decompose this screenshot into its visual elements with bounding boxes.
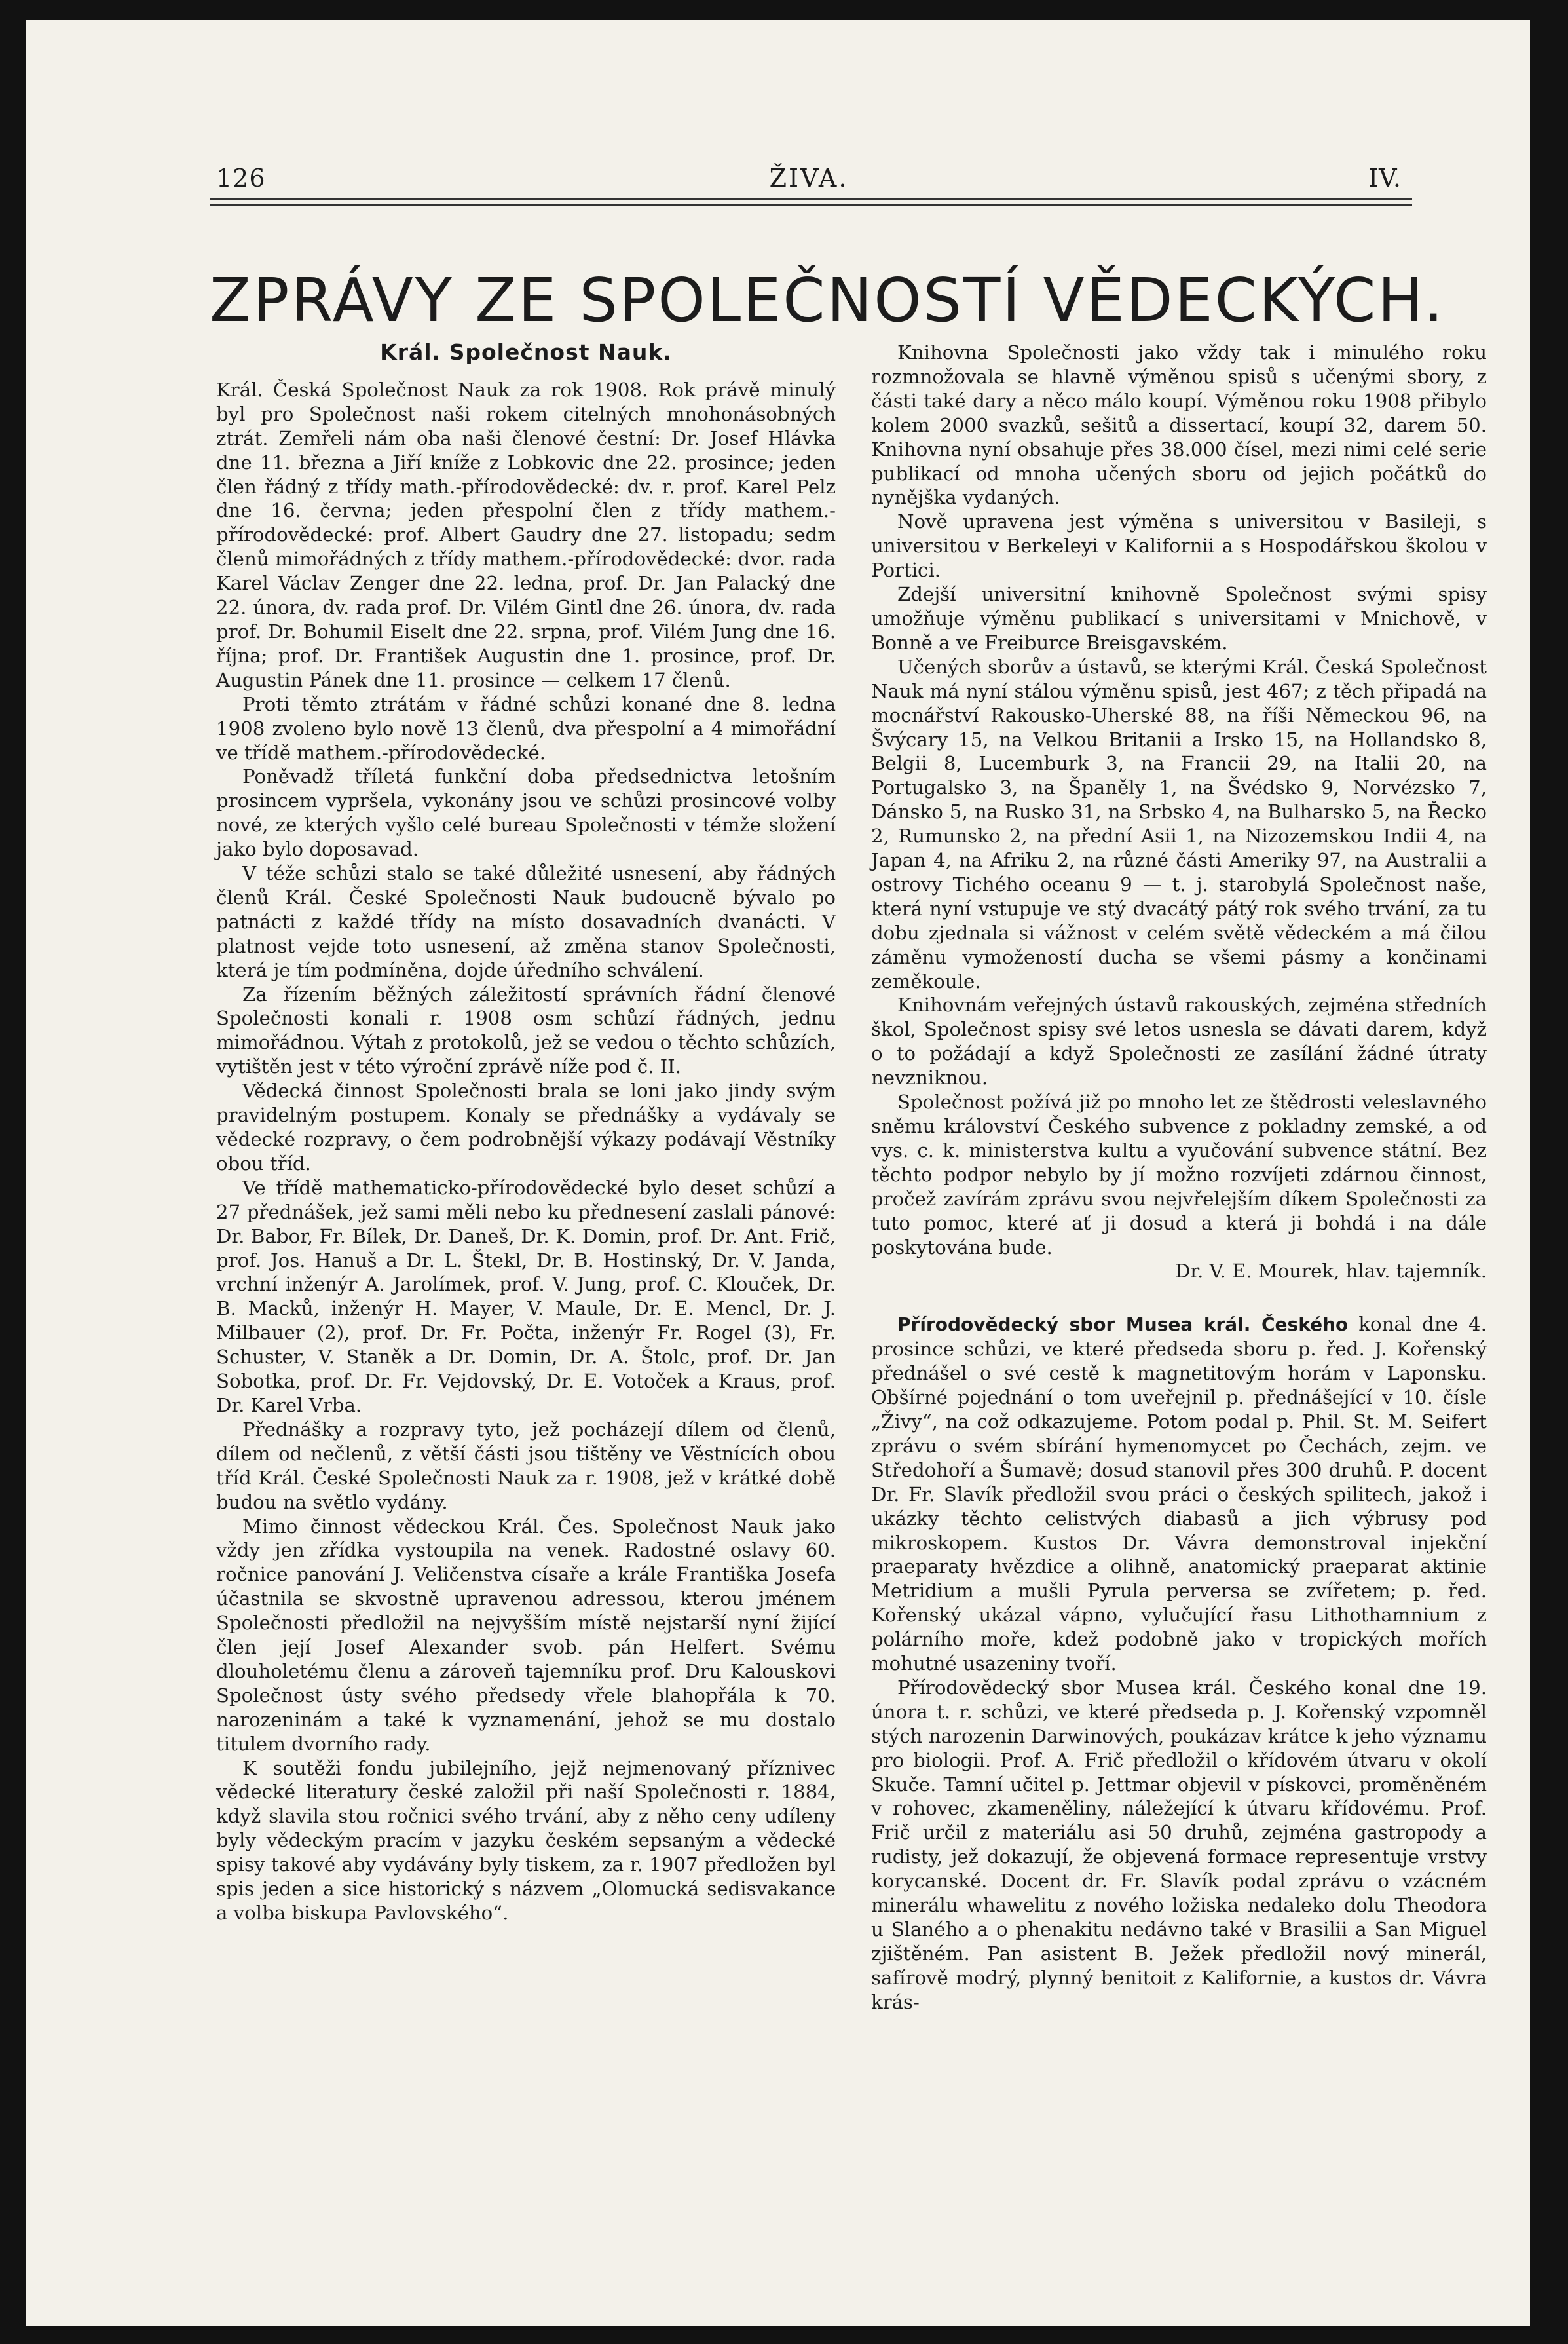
paragraph: Učených sborův a ústavů, se kterými Král. Česká Společnost Nauk má nyní stálou výměnu spisů, jest 467; z těch připadá na mocnářství Rakousko-Uherské 88, na říši Německou 96, na Švýcary 15, na Velkou Britanii a Irsko 15, na Hollandsko 8, Belgii 8, Lucemburk 3, na Francii 29, na Italii 20, na Portugalsko 3, na Španěly 1, na Švédsko 9, Norvézsko 7, Dánsko 5, na Rusko 31, na Srbsko 4, na Bulharsko 5, na Řecko 2, Rumunsko 2, na přední Asii 1, na Nizozemskou Indii 4, na Japan 4, na Afriku 2, na různé části Ameriky 97, na Australii a ostrovy Tichého oceanu 9 — t. j. starobylá Společnost naše, která nyní vstupuje ve stý dvacátý pátý rok svého trvání, za tu dobu zjednala si vážnost v celém světě vědeckém a má čilou záměnu vymožeností ducha se všemi pásmy a končinami zeměkoule. <box>871 655 1487 992</box>
paragraph: Poněvadž tříletá funkční doba předsednictva letošním prosincem vypršela, vykonány jsou ve schůzi prosincové volby nové, ze kterých vyšlo celé bureau Společnosti v témže složení jako bylo doposavad. <box>216 765 836 861</box>
section-heading: Král. Společnost Nauk. <box>380 339 672 365</box>
paragraph: Za řízením běžných záležitostí správních řádní členové Společnosti konali r. 1908 osm schůzí řádných, jednu mimořádnou. Výtah z protokolů, jež se vedou o těchto schůzích, vytištěn jest v této výroční zprávě níže pod č. II. <box>216 983 836 1078</box>
header-rule-thin <box>210 204 1412 206</box>
page-number: 126 <box>216 164 266 193</box>
header-rule <box>210 198 1412 200</box>
paragraph: K soutěži fondu jubilejního, jejž nejmenovaný příznivec vědecké literatury české založil při naší Společnosti r. 1884, když slavila stou ročnici svého trvání, aby z něho ceny udíleny byly vědeckým pracím v jazyku českém sepsaným a vědecké spisy takové aby vydávány byly tiskem, za r. 1907 předložen byl spis jeden a sice historický s názvem „Olomucká sedisvakance a volba biskupa Pavlovského“. <box>216 1756 836 1924</box>
paragraph-text: konal dne 4. prosince schůzi, ve které předseda sboru p. řed. J. Kořenský přednášel o své cestě k magnetitovým horám v Laponsku. Obšírné pojednání o tom uveřejnil p. přednášející v 10. čísle „Živy“, na což odkazujeme. Potom podal p. Phil. St. M. Seifert zprávu o svém sbírání hymenomycet po Čechách, zejm. ve Středohoří a Šumavě; dosud stanovil přes 300 druhů. P. docent Dr. Fr. Slavík předložil svou práci o českých spilitech, jakož i ukázky těchto celistvých diabasů a jich výbrusy pod mikroskopem. Kustos Dr. Vávra demonstroval injekční praeparaty hvězdice a olihně, anatomický praeparat aktinie Metridium a mušli Pyrula perversa se zvířetem; p. řed. Kořenský ukázal vápno, vylučující řasu Lithothamnium z polárního moře, kdež podobně jako v tropických mořích mohutné usazeniny tvoří. <box>871 1313 1487 1675</box>
left-column <box>216 341 836 1925</box>
volume-number: IV. <box>1368 164 1402 193</box>
paragraph: Nově upravena jest výměna s universitou v Basileji, s universitou v Berkeleyi v Kalifornii a s Hospodářskou školou v Portici. <box>871 510 1487 582</box>
paragraph: V téže schůzi stalo se také důležité usnesení, aby řádných členů Král. České Společnosti Nauk budoucně bývalo po patnácti z každé třídy na místo dosavadních dvanácti. V platnost vejde toto usnesení, až změna stanov Společnosti, která je tím podmíněna, dojde úředního schválení. <box>216 862 836 981</box>
paragraph: Ve třídě mathematicko-přírodovědecké bylo deset schůzí a 27 přednášek, jež sami měli nebo ku přednesení zaslali pánové: Dr. Babor, Fr. Bílek, Dr. Daneš, Dr. K. Domin, prof. Dr. Ant. Frič, prof. Jos. Hanuš a Dr. L. Štekl, Dr. B. Hostinský, Dr. V. Janda, vrchní inženýr A. Jarolímek, prof. V. Jung, prof. C. Klouček, Dr. B. Macků, inženýr H. Mayer, V. Maule, Dr. E. Mencl, Dr. J. Milbauer (2), prof. Dr. Fr. Počta, inženýr Fr. Rogel (3), Fr. Schuster, V. Staněk a Dr. Domin, Dr. A. Štolc, prof. Dr. Jan Sobotka, prof. Dr. Fr. Vejdovský, Dr. E. Votoček a Kraus, prof. Dr. Karel Vrba. <box>216 1176 836 1416</box>
signature: Dr. V. E. Mourek, hlav. tajemník. <box>1174 1260 1487 1283</box>
page-title: ZPRÁVY ZE SPOLEČNOSTÍ VĚDECKÝCH. <box>210 265 1446 335</box>
paragraph: Přírodovědecký sbor Musea král. Českého konal dne 19. února t. r. schůzi, ve které předseda p. J. Kořenský vzpomněl stých narozenin Darwinových, poukázav krátce k jeho významu pro biologii. Prof. A. Frič předložil o křídovém útvaru v okolí Skuče. Tamní učitel p. Jettmar objevil v pískovci, proměněném v rohovec, zkameněliny, náležející k útvaru křídovému. Prof. Frič určil z materiálu asi 50 druhů, zejména gastropody a rudisty, jež dokazují, že objevená formace representuje vrstvy korycanské. Docent dr. Fr. Slavík podal zprávu o vzácném minerálu whawelitu z nového ložiska nedaleko dolu Theodora u Slaného a o phenakitu nedávno také v Brasilii a San Miguel zjištěném. Pan asistent B. Ježek předložil nový minerál, safírově modrý, plynný benitoit z Kalifornie, a kustos dr. Vávra krás- <box>871 1676 1487 2013</box>
journal-page <box>26 20 1530 2326</box>
paragraph: Společnost požívá již po mnoho let ze štědrosti veleslavného sněmu království Českého subvence z pokladny zemské, a od vys. c. k. ministerstva kultu a vyučování subvence státní. Bez těchto podpor nebylo by jí možno rozvíjeti zdárnou činnost, pročež zavírám zprávu svou nejvřelejším díkem Společnosti za tuto pomoc, které ať ji dosud a která ji bohdá i na dále poskytována bude. <box>871 1091 1487 1258</box>
paragraph: Knihovnám veřejných ústavů rakouských, zejména středních škol, Společnost spisy své letos usnesla se dávati darem, když o to požádají a když Společnosti ze zasílání žádné útraty nevzniknou. <box>871 994 1487 1089</box>
running-head <box>216 164 1402 203</box>
paragraph: Knihovna Společnosti jako vždy tak i minulého roku rozmnožovala se hlavně výměnou spisů s učenými sbory, z části také dary a něco málo koupí. Výměnou roku 1908 přibylo kolem 2000 svazků, sešitů a dissertací, koupí 32, darem 50. Knihovna nyní obsahuje přes 38.000 čísel, mezi nimi celé serie publikací od mnoha učených sboru od jejich počátků do nynějška vydaných. <box>871 341 1487 509</box>
paragraph: Přednášky a rozpravy tyto, jež pocházejí dílem od členů, dílem od nečlenů, z větší části jsou tištěny ve Věstnících obou tříd Král. České Společnosti Nauk za r. 1908, jež v krátké době budou na světlo vydány. <box>216 1418 836 1513</box>
journal-title: ŽIVA. <box>769 164 849 193</box>
section-heading-runin: Přírodovědecký sbor Musea král. Českého <box>897 1314 1349 1336</box>
paragraph: Král. Česká Společnost Nauk za rok 1908. Rok právě minulý byl pro Společnost naši rokem citelných mnohonásobných ztrát. Zemřeli nám oba naši členové čestní: Dr. Josef Hlávka dne 11. března a Jiří kníže z Lobkovic dne 22. prosince; jeden člen řádný z třídy math.-přírodovědecké: dv. r. prof. Karel Pelz dne 16. června; jeden přespolní člen z třídy mathem.-přírodovědecké: prof. Albert Gaudry dne 27. listopadu; sedm členů mimořádných z třídy mathem.-přírodovědecké: dvor. rada Karel Václav Zenger dne 22. ledna, prof. Dr. Jan Palacký dne 22. února, dv. rada prof. Dr. Vilém Gintl dne 26. února, dv. rada prof. Dr. Bohumil Eiselt dne 22. srpna, prof. Vilém Jung dne 16. října; prof. Dr. František Augustin dne 1. prosince, prof. Dr. Augustin Pánek dne 11. prosince — celkem 17 členů. <box>216 378 836 691</box>
paragraph: Zdejší universitní knihovně Společnost svými spisy umožňuje výměnu publikací s universitami v Mnichově, v Bonně a ve Freiburce Breisgavském. <box>871 583 1487 654</box>
paragraph: Vědecká činnost Společnosti brala se loni jako jindy svým pravidelným postupem. Konaly se přednášky a vydávaly se vědecké rozpravy, o čem podrobnější výkazy podávají Věstníky obou tříd. <box>216 1080 836 1175</box>
paragraph-section2 <box>871 1312 1487 1676</box>
section-gap <box>871 1283 1487 1312</box>
right-column <box>871 341 1487 2014</box>
paragraph: Proti těmto ztrátám v řádné schůzi konané dne 8. ledna 1908 zvoleno bylo nově 13 členů, dva přespolní a 4 mimořádní ve třídě mathem.-přírodovědecké. <box>216 692 836 764</box>
paragraph: Mimo činnost vědeckou Král. Čes. Společnost Nauk jako vždy jen zřídka vystoupila na venek. Radostné oslavy 60. ročnice panování J. Veličenstva císaře a krále Františka Josefa účastnila se skvostně upravenou adressou, kterou jménem Společnosti předložil na nejvyšším místě nejstarší nyní žijící člen její Josef Alexander svob. pán Helfert. Svému dlouholetému členu a zároveň tajemníku prof. Dru Kalouskovi Společnost ústy svého předsedy vřele blahopřála k 70. narozeninám a také k vyznamenání, jehož se mu dostalo titulem dvorního rady. <box>216 1515 836 1755</box>
